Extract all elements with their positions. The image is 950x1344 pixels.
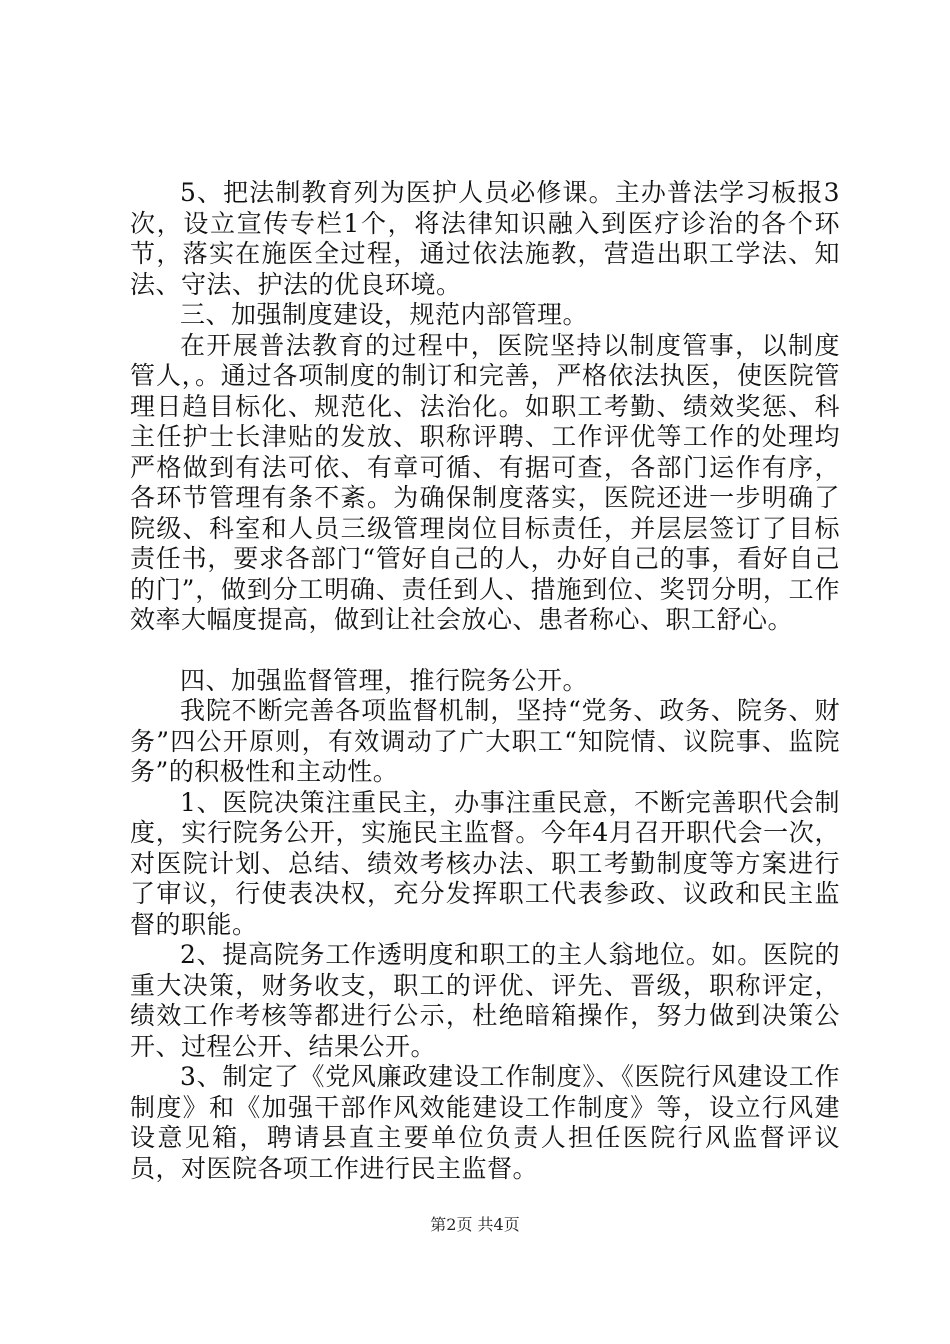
section-heading-supervision: 四、加强监督管理，推行院务公开。	[180, 665, 589, 695]
paragraph-system-management: 在开展普法教育的过程中，医院坚持以制度管事，以制度管人，。通过各项制度的制订和完善，严格依法执医，使医院管理日趋目标化、规范化、法治化。如职工考勤、绩效奖惩、科主任护士长津贴的发放、职称评聘、工作评优等工作的处理均严格做到有法可依、有章可循、有据可查，各部门运作有序，各环节管理有条不紊。为确保制度落实，医院还进一步明确了院级、科室和人员三级管理岗位目标责任，并层层签订了目标责任书，要求各部门“管好自己的人，办好自己的事，看好自己的门”，做到分工明确、责任到人、措施到位、奖罚分明，工作效率大幅度提高，做到让社会放心、患者称心、职工舒心。	[130, 330, 840, 634]
paragraph-item-5-legal-education: 5、把法制教育列为医护人员必修课。主办普法学习板报3次，设立宣传专栏1个，将法律知识融入到医疗诊治的各个环节，落实在施医全过程，通过依法施教，营造出职工学法、知法、守法、护法的优良环境。	[130, 178, 840, 299]
section-heading-system-building: 三、加强制度建设，规范内部管理。	[180, 300, 589, 329]
paragraph-item-2-transparency: 2、提高院务工作透明度和职工的主人翁地位。如。医院的重大决策，财务收支，职工的评优、评先、晋级，职称评定，绩效工作考核等都进行公示，杜绝暗箱操作，努力做到决策公开、过程公开、结果公开。	[130, 940, 840, 1061]
document-body	[130, 178, 840, 1184]
page-number-footer: 第2页 共4页	[430, 1215, 520, 1234]
paragraph-supervision-mechanism: 我院不断完善各项监督机制，坚持“党务、政务、院务、财务”四公开原则，有效调动了广大职工“知院情、议院事、监院务”的积极性和主动性。	[130, 696, 840, 786]
paragraph-item-1-democracy: 1、医院决策注重民主，办事注重民意，不断完善职代会制度，实行院务公开，实施民主监督。今年4月召开职代会一次，对医院计划、总结、绩效考核办法、职工考勤制度等方案进行了审议，行使表决权，充分发挥职工代表参政、议政和民主监督的职能。	[130, 787, 840, 939]
paragraph-item-3-regulations: 3、制定了《党风廉政建设工作制度》、《医院行风建设工作制度》和《加强干部作风效能建设工作制度》等，设立行风建设意见箱，聘请县直主要单位负责人担任医院行风监督评议员，对医院各项工作进行民主监督。	[130, 1062, 840, 1183]
